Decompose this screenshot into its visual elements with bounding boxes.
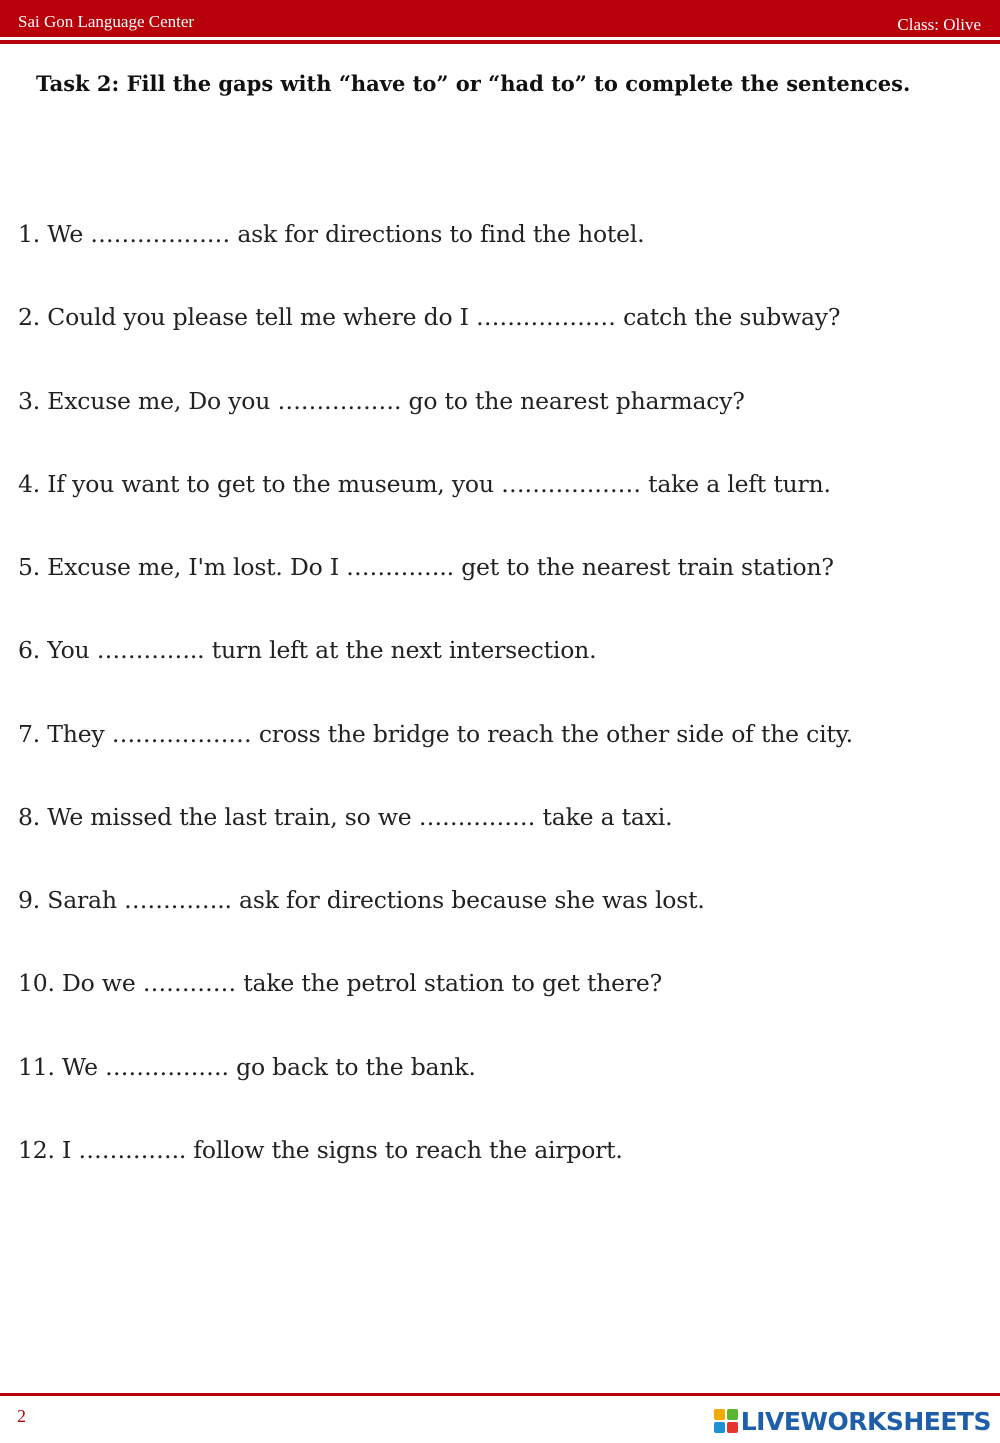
sentence-4: 4. If you want to get to the museum, you ……………… take a left turn. [18,470,831,498]
sentence-2: 2. Could you please tell me where do I ……………… catch the subway? [18,303,841,331]
brand-name: LIVEWORKSHEETS [740,1406,991,1436]
sentence-1: 1. We ……………… ask for directions to find the hotel. [18,220,645,248]
footer-divider [0,1393,1000,1396]
sentence-7: 7. They ……………… cross the bridge to reach the other side of the city. [18,720,853,748]
center-name: Sai Gon Language Center [18,12,195,31]
page-number: 2 [17,1406,26,1426]
liveworksheets-logo[interactable] [714,1405,991,1437]
liveworksheets-mark-icon [714,1409,738,1433]
sentence-11: 11. We ……………. go back to the bank. [18,1053,476,1081]
task-title: Task 2: Fill the gaps with “have to” or “had to” to complete the sentences. [36,71,911,96]
sentence-8: 8. We missed the last train, so we …………… take a taxi. [18,803,673,831]
sentence-12: 12. I ………….. follow the signs to reach the airport. [18,1136,623,1164]
header-divider [0,40,1000,44]
class-label: Class: Olive [897,15,981,34]
sentence-6: 6. You ………….. turn left at the next intersection. [18,636,597,664]
header-band [0,0,1000,37]
sentence-5: 5. Excuse me, I'm lost. Do I ………….. get to the nearest train station? [18,553,834,581]
sentence-10: 10. Do we ………… take the petrol station to get there? [18,969,663,997]
sentence-3: 3. Excuse me, Do you ……………. go to the nearest pharmacy? [18,387,745,415]
sentence-9: 9. Sarah ………….. ask for directions because she was lost. [18,886,705,914]
